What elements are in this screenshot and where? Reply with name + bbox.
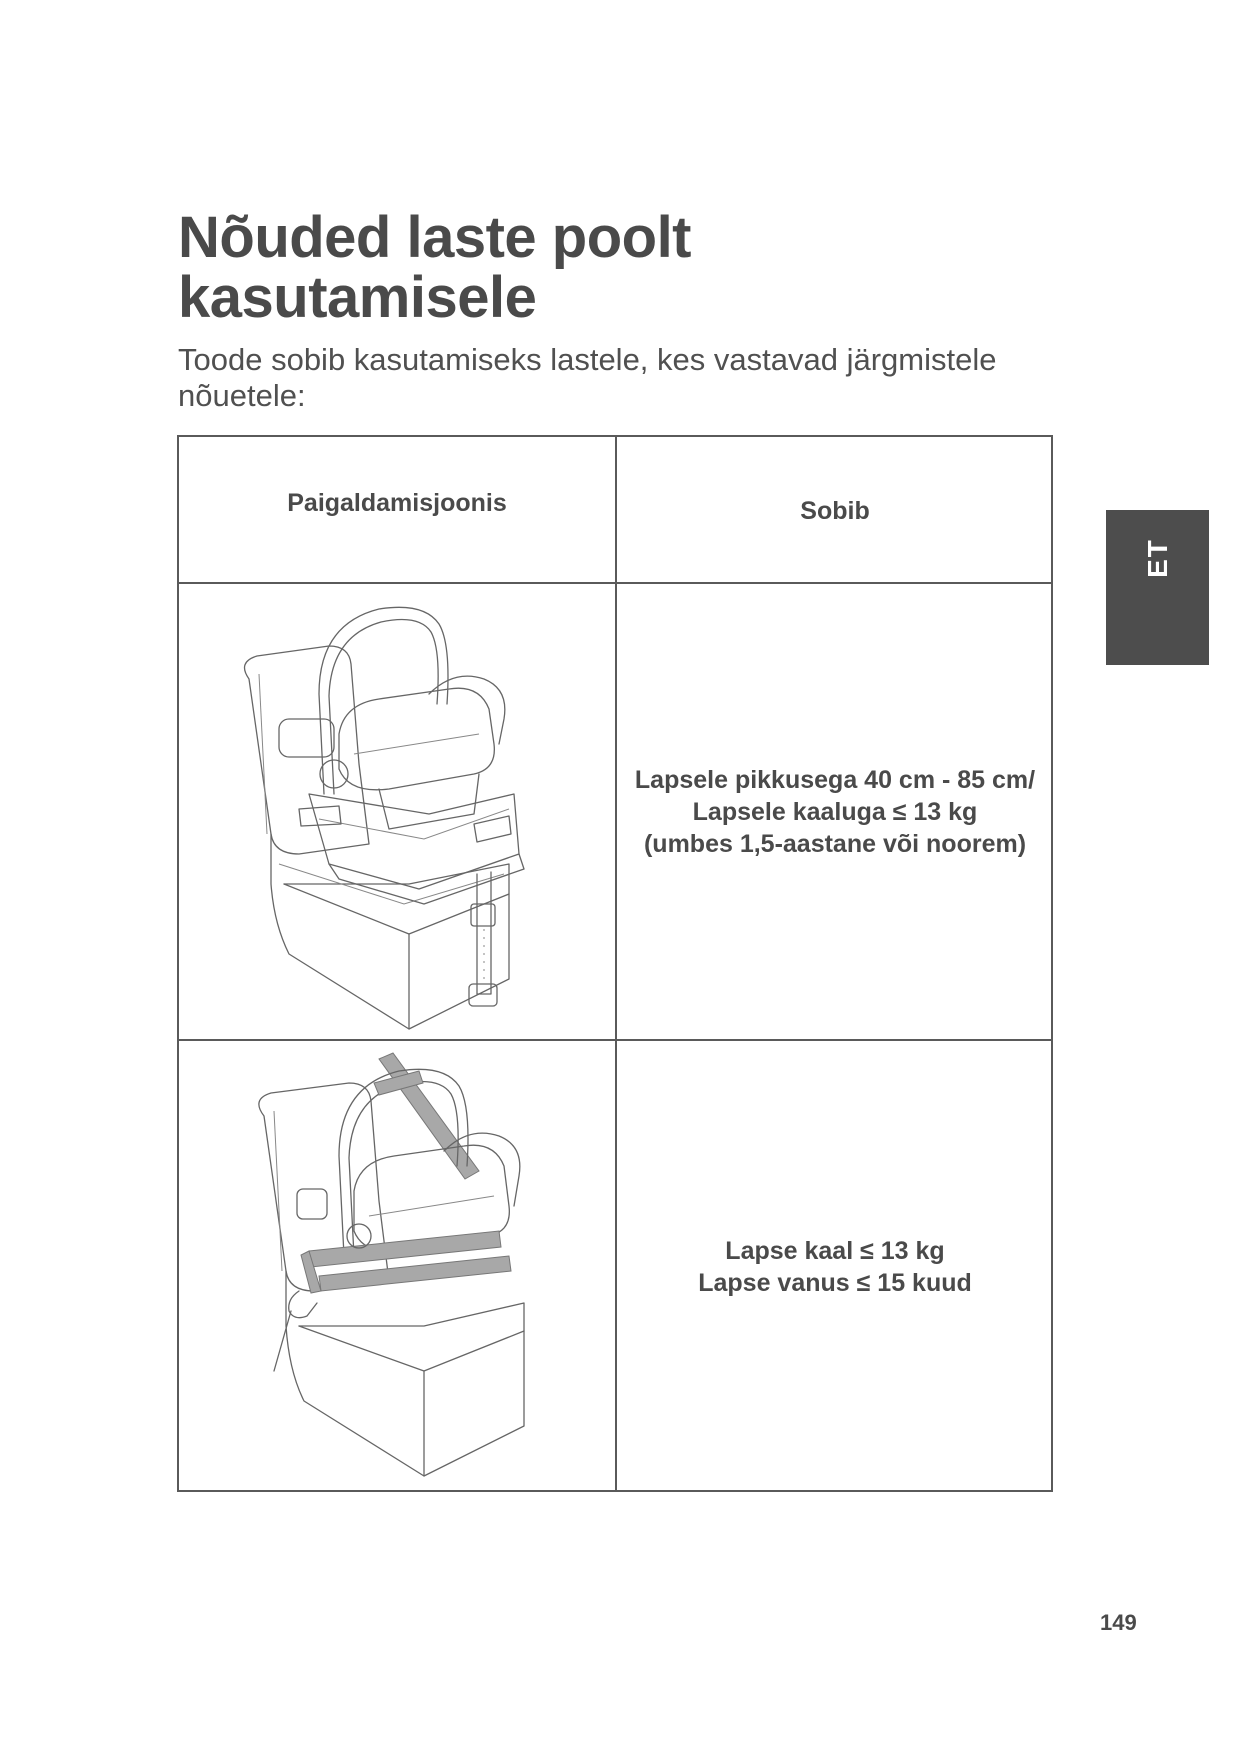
suitability-row-2-line-1: Lapse kaal ≤ 13 kg <box>725 1236 945 1265</box>
car-seat-with-base-drawing <box>179 584 615 1039</box>
page-title-line-2: kasutamisele <box>178 265 537 330</box>
requirements-table <box>177 435 1053 1492</box>
seat-belt-illustration <box>179 1041 615 1492</box>
language-tab <box>1106 510 1209 665</box>
car-seat-with-belt-drawing <box>179 1041 615 1492</box>
language-tab-label: ET <box>1141 538 1173 578</box>
suitability-row-1 <box>617 584 1053 1039</box>
page-title-line-1: Nõuded laste poolt <box>178 205 691 270</box>
page-title <box>178 205 691 330</box>
isofix-base-illustration <box>179 584 615 1039</box>
suitability-row-2 <box>617 1041 1053 1492</box>
suitability-row-1-line-2: Lapsele kaaluga ≤ 13 kg <box>692 797 978 826</box>
suitability-row-1-line-3: (umbes 1,5-aastane või noorem) <box>643 829 1027 858</box>
page-number: 149 <box>1100 1610 1137 1635</box>
header-installation: Paigaldamisjoonis <box>287 489 507 517</box>
header-suitable: Sobib <box>800 497 870 525</box>
intro-text: Toode sobib kasutamiseks lastele, kes vastavad järgmistele nõuetele: <box>178 342 997 413</box>
suitability-row-1-line-1: Lapsele pikkusega 40 cm - 85 cm/ <box>634 765 1036 794</box>
suitability-row-2-line-2: Lapse vanus ≤ 15 kuud <box>698 1268 972 1297</box>
